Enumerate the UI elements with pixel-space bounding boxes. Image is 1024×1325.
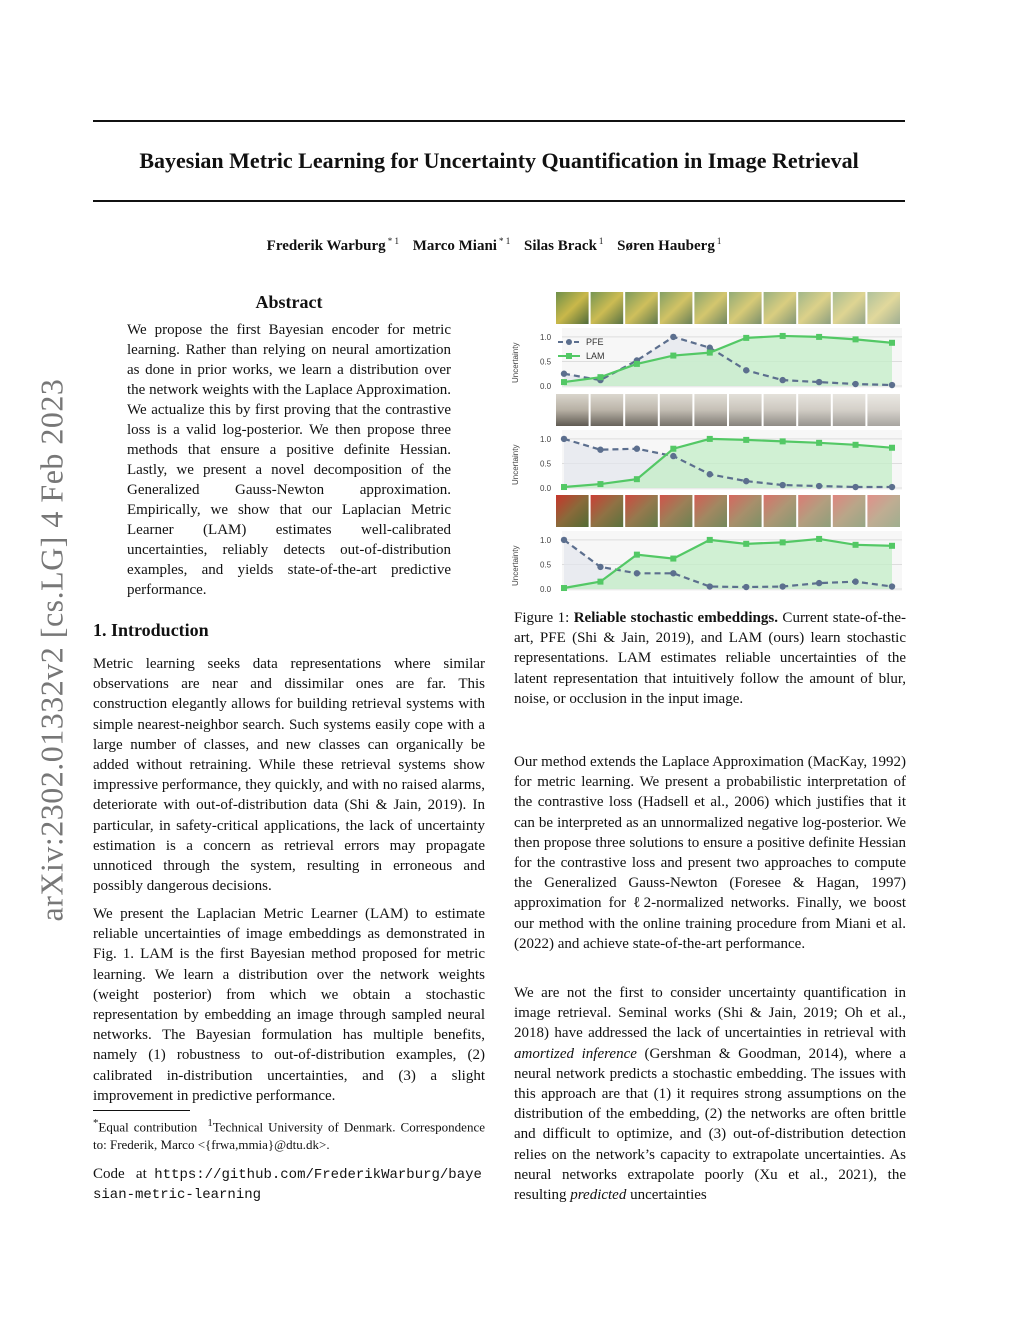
data-point-lam xyxy=(743,437,749,443)
thumbnail-image xyxy=(660,292,693,324)
p4-text-a: We are not the first to consider uncertainty quantification in image retrieval. Seminal works (Shi & Jain, 2019; Oh et al., 2018) have addressed the lack of uncertainties in retrieval with xyxy=(514,985,906,1042)
thumbnail-image xyxy=(591,292,624,324)
thumbnail-image xyxy=(556,394,589,426)
p4-text-b: (Gershman & Goodman, 2014), where a neural network predicts a stochastic embedding. The issues with this approach are that (1) it requires strong assumptions on the distribution of the embedding, (2) the networks are often brittle and difficult to optimize, and (3) out-of-distribution detection relies on the network’s capacity to extrapolate uncertainties. As neural networks extrapolate poorly (Xu et al., 2021), the resulting xyxy=(514,1045,906,1204)
author-name: Marco Miani xyxy=(412,238,497,254)
thumbnail-image xyxy=(798,292,831,324)
y-tick-label: 0.5 xyxy=(540,357,552,367)
data-point-pfe xyxy=(889,382,895,388)
data-point-lam xyxy=(816,334,822,340)
author-list xyxy=(93,236,905,255)
data-point-pfe xyxy=(816,483,822,489)
data-point-lam xyxy=(670,556,676,562)
thumbnail-image xyxy=(729,495,762,527)
data-point-pfe xyxy=(707,583,713,589)
thumbnail-image xyxy=(867,394,900,426)
y-tick-label: 0.5 xyxy=(540,560,552,570)
footnote-text: Technical University of Denmark. Correspondence to: Frederik, Marco <{frwa,mmia}@dtu.dk>. xyxy=(93,1119,485,1153)
data-point-lam xyxy=(634,552,640,558)
thumbnail-image xyxy=(694,292,727,324)
thumbnail-image xyxy=(729,292,762,324)
data-point-lam xyxy=(561,585,567,591)
author-affiliation: 1 xyxy=(716,236,722,246)
data-point-lam xyxy=(743,335,749,341)
thumbnail-image xyxy=(833,495,866,527)
author-name: Søren Hauberg xyxy=(617,238,715,254)
thumbnail-image xyxy=(625,394,658,426)
y-tick-label: 1.0 xyxy=(540,434,552,444)
data-point-pfe xyxy=(561,371,567,377)
caption-label: Figure 1: xyxy=(514,610,574,626)
y-axis-label: Uncertainty xyxy=(511,545,520,586)
y-tick-label: 0.0 xyxy=(540,484,552,493)
title-top-rule xyxy=(93,120,905,122)
arxiv-identifier: arXiv:2302.01332v2 [cs.LG] 4 Feb 2023 xyxy=(33,378,70,922)
data-point-lam xyxy=(561,379,567,385)
thumbnail-image xyxy=(764,394,797,426)
introduction-heading: 1. Introduction xyxy=(93,620,209,640)
data-point-pfe xyxy=(634,570,640,576)
caption-bold: Reliable stochastic embeddings. xyxy=(573,610,778,626)
intro-paragraph-3: Our method extends the Laplace Approximation (MacKay, 1992) for metric learning. We present a probabilistic interpretation of the contrastive loss (Hadsell et al., 2006) which justifies that it can be interpreted as an unnormalized negative log-posterior. We then propose three solutions to ensure a positive definite Hessian for the contrastive loss and present two approaches to compute the Generalized Gauss-Newton (Foresee & Hagan, 1997) approximation for ℓ2-normalized networks. Finally, we boost our method with the online training procedure from Miani et al. (2022) and achieve state-of-the-art performance. xyxy=(514,754,906,952)
paper-title: Bayesian Metric Learning for Uncertainty Quantification in Image Retrieval xyxy=(139,148,859,173)
thumbnail-image xyxy=(660,495,693,527)
thumbnail-image xyxy=(867,495,900,527)
author-name: Frederik Warburg xyxy=(266,238,386,254)
data-point-lam xyxy=(670,353,676,359)
data-point-lam xyxy=(853,442,859,448)
data-point-lam xyxy=(816,536,822,542)
p4-emphasis: amortized inference xyxy=(514,1045,637,1062)
thumbnail-image xyxy=(729,394,762,426)
data-point-lam xyxy=(780,438,786,444)
footnote-affil-mark: 1 xyxy=(207,1117,213,1129)
legend-marker xyxy=(566,339,572,345)
thumbnail-image xyxy=(625,292,658,324)
footnote-rule xyxy=(93,1110,190,1111)
data-point-pfe xyxy=(670,453,676,459)
y-tick-label: 0.0 xyxy=(540,585,552,594)
code-label: Code at xyxy=(93,1166,147,1182)
data-point-pfe xyxy=(889,484,895,490)
thumbnail-image xyxy=(798,394,831,426)
legend-marker xyxy=(566,353,572,359)
data-point-pfe xyxy=(779,377,785,383)
data-point-lam xyxy=(889,543,895,549)
data-point-pfe xyxy=(634,446,640,452)
data-point-lam xyxy=(889,445,895,451)
data-point-pfe xyxy=(670,334,676,340)
thumbnail-image xyxy=(694,394,727,426)
data-point-pfe xyxy=(779,583,785,589)
data-point-lam xyxy=(597,374,603,380)
data-point-pfe xyxy=(707,471,713,477)
footnote-mark: * xyxy=(93,1117,99,1129)
data-point-pfe xyxy=(561,436,567,442)
intro-paragraph-2: We present the Laplacian Metric Learner (LAM) to estimate reliable uncertainties of image embeddings as demonstrated in Fig. 1. LAM is the first Bayesian method proposed for metric learning. We learn a distribution over the network weights (weight posterior) from which we obtain a stochastic representation by embedding an image through sampled neural networks. The Bayesian formulation has multiple benefits, namely (1) robustness to out-of-distribution examples, (2) calibrated in-distribution uncertainties, and (3) a slight improvement in predictive performance. xyxy=(93,906,485,1104)
thumbnail-image xyxy=(591,495,624,527)
data-point-lam xyxy=(597,579,603,585)
data-point-lam xyxy=(707,537,713,543)
code-link xyxy=(93,1165,485,1205)
data-point-pfe xyxy=(743,478,749,484)
figure-1 xyxy=(508,290,908,600)
title-bottom-rule xyxy=(93,200,905,202)
panel-noise xyxy=(511,394,902,493)
data-point-pfe xyxy=(889,583,895,589)
data-point-lam xyxy=(707,350,713,356)
thumbnail-image xyxy=(867,292,900,324)
data-point-lam xyxy=(561,484,567,490)
data-point-lam xyxy=(853,336,859,342)
data-point-lam xyxy=(889,340,895,346)
legend-label: LAM xyxy=(586,351,605,361)
data-point-lam xyxy=(634,361,640,367)
thumbnail-image xyxy=(556,292,589,324)
panel-occlusion xyxy=(511,495,902,594)
thumbnail-image xyxy=(660,394,693,426)
y-tick-label: 0.0 xyxy=(540,382,552,391)
data-point-pfe xyxy=(816,580,822,586)
legend-label: PFE xyxy=(586,337,604,347)
data-point-pfe xyxy=(597,447,603,453)
data-point-lam xyxy=(707,436,713,442)
data-point-pfe xyxy=(743,584,749,590)
footnote-equal: Equal contribution xyxy=(98,1119,198,1135)
intro-paragraph-1: Metric learning seeks data representations where similar observations are near and dissimilar ones are far. This construction elegantly allows for building retrieval systems with simple nearest-neighbor search. Such systems easily cope with a large number of classes, and new classes can organically be added without retraining. While these retrieval systems show impressive performance, they quickly, and with no raised alarms, deteriorate with out-of-distribution data (Shi & Jain, 2019). In particular, in safety-critical applications, the lack of uncertainty estimation is a concern as retrieval errors may propagate unnoticed through the system, resulting in erroneous and possibly dangerous decisions. xyxy=(93,656,485,895)
thumbnail-image xyxy=(764,292,797,324)
data-point-lam xyxy=(743,541,749,547)
data-point-lam xyxy=(780,539,786,545)
thumbnail-image xyxy=(694,495,727,527)
thumbnail-image xyxy=(764,495,797,527)
data-point-pfe xyxy=(561,537,567,543)
data-point-pfe xyxy=(670,570,676,576)
author-affiliation: * 1 xyxy=(387,236,399,246)
uncertainty-figure xyxy=(508,290,908,600)
y-tick-label: 0.5 xyxy=(540,459,552,469)
data-point-pfe xyxy=(852,381,858,387)
author-affiliation: * 1 xyxy=(498,236,511,246)
data-point-lam xyxy=(670,446,676,452)
p4-text-c: uncertainties xyxy=(626,1187,707,1204)
footnote xyxy=(93,1114,485,1154)
abstract-text: We propose the first Bayesian encoder for metric learning. Rather than relying on neural amortization as done in prior works, we learn a distribution over the network weights with the Laplace Approximation. We actualize this by first proving that the contrastive loss is a valid log-posterior. We then propose three methods that ensure a positive definite Hessian. Lastly, we present a novel decomposition of the Generalized Gauss-Newton approximation. Empirically, we show that our Laplacian Metric Learner (LAM) estimates well-calibrated uncertainties, reliably detects out-of-distribution examples, and yields state-of-the-art predictive performance. xyxy=(127,322,451,598)
data-point-pfe xyxy=(597,564,603,570)
y-tick-label: 1.0 xyxy=(540,332,552,342)
intro-paragraph-4 xyxy=(514,983,906,1205)
data-point-lam xyxy=(853,542,859,548)
thumbnail-image xyxy=(556,495,589,527)
data-point-lam xyxy=(634,476,640,482)
data-point-pfe xyxy=(816,379,822,385)
y-axis-label: Uncertainty xyxy=(511,444,520,485)
code-url[interactable]: https://github.com/FrederikWarburg/bayesian-metric-learning xyxy=(93,1167,482,1203)
y-axis-label: Uncertainty xyxy=(511,342,520,383)
caption-text: Current state-of-the-art, PFE (Shi & Jain, 2019), and LAM (ours) learn stochastic representations. LAM estimates reliable uncertainties of the latent representation that intuitively follow the amount of blur, noise, or occlusion in the input image. xyxy=(514,610,906,707)
thumbnail-image xyxy=(591,394,624,426)
thumbnail-image xyxy=(833,394,866,426)
data-point-pfe xyxy=(852,484,858,490)
author-name: Silas Brack xyxy=(523,238,597,254)
thumbnail-image xyxy=(798,495,831,527)
data-point-lam xyxy=(780,333,786,339)
author-affiliation: 1 xyxy=(598,236,604,246)
data-point-lam xyxy=(816,440,822,446)
data-point-lam xyxy=(597,481,603,487)
data-point-pfe xyxy=(743,367,749,373)
y-tick-label: 1.0 xyxy=(540,535,552,545)
abstract-heading: Abstract xyxy=(255,292,323,312)
panel-blur xyxy=(511,292,902,391)
p4-emphasis-2: predicted xyxy=(570,1187,627,1204)
data-point-pfe xyxy=(779,482,785,488)
thumbnail-image xyxy=(625,495,658,527)
figure-caption xyxy=(514,608,906,709)
thumbnail-image xyxy=(833,292,866,324)
data-point-pfe xyxy=(852,578,858,584)
